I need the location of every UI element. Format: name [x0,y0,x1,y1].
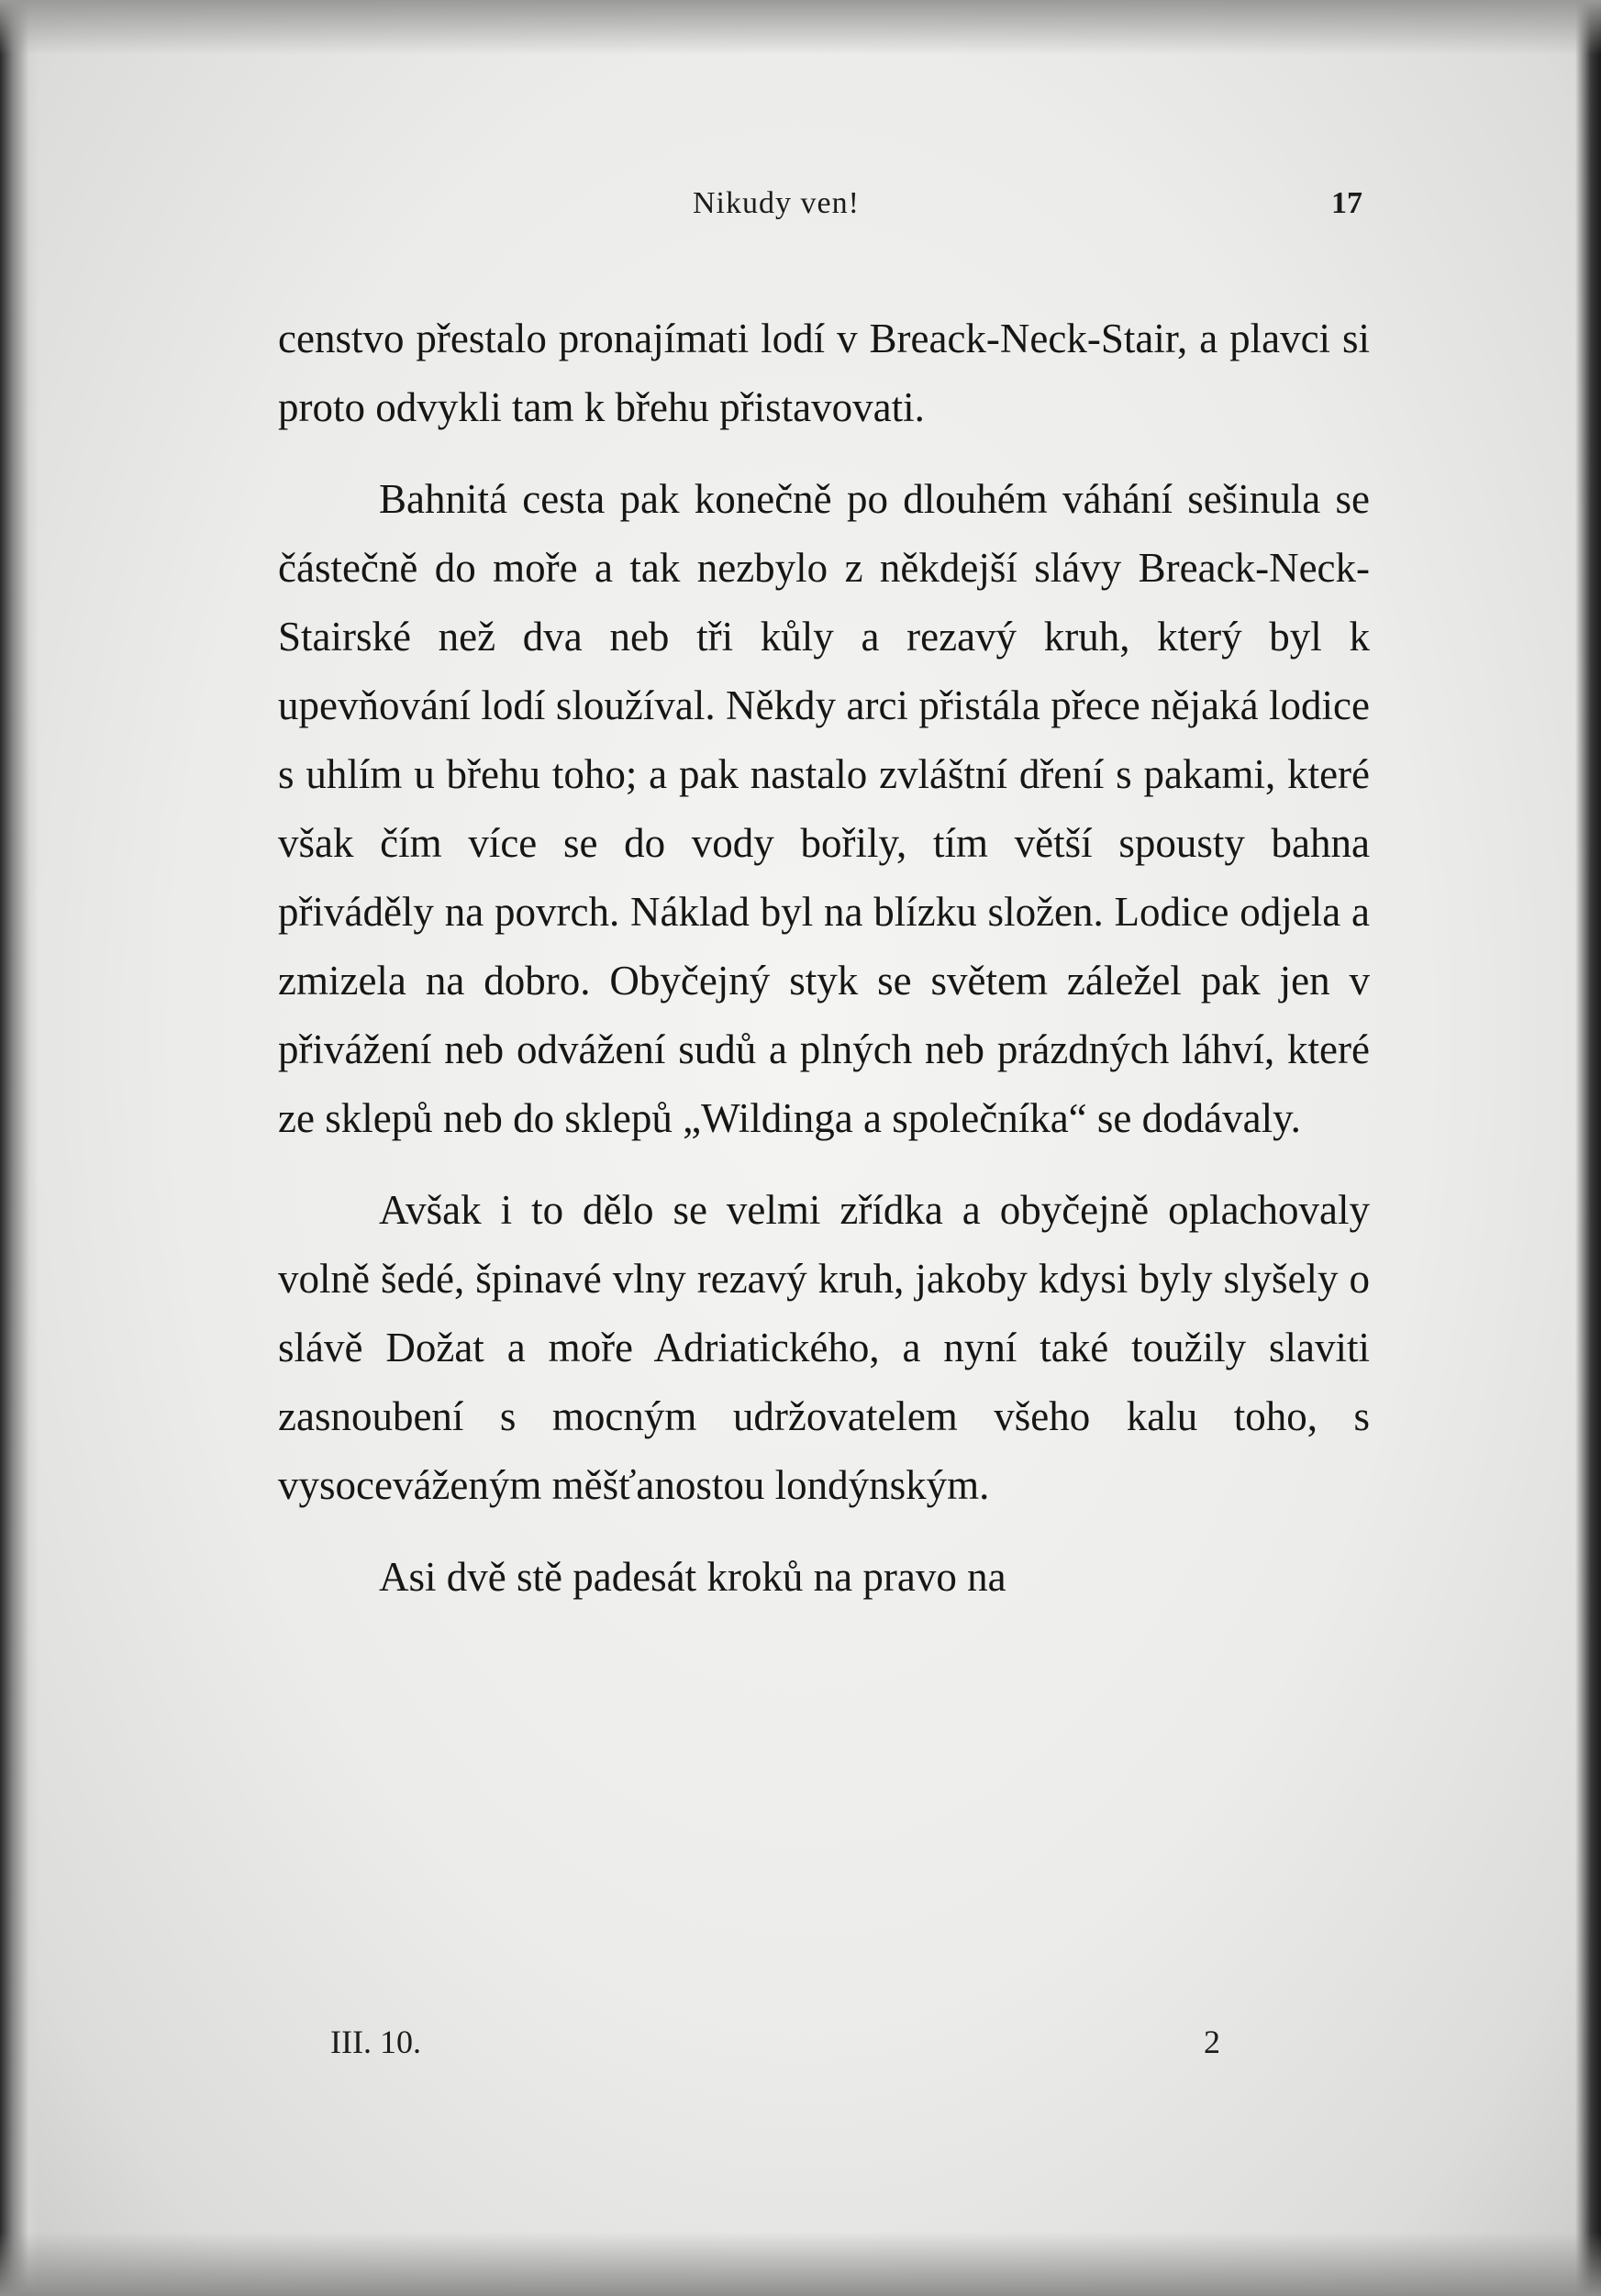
body-text [278,305,1370,1612]
top-edge-shadow [0,0,1601,55]
right-edge-shadow [1575,0,1601,2296]
paragraph: Avšak i to dělo se velmi zřídka a obyčejně oplachovaly volně šedé, špinavé vlny rezavý kruh, jakoby kdysi byly slyšely o slávě Dožat a moře Adriatického, a nyní také toužily slaviti zasnoubení s mocným udržovatelem všeho kalu toho, s vysoceváženým měšťanostou londýnským. [278,1187,1370,1508]
binding-edge-shadow [0,0,39,2296]
paragraph-last-line: Asi dvě stě padesát kroků na pravo na [379,1554,1006,1600]
bottom-edge-shadow [0,2232,1601,2296]
page-footer [330,2023,1220,2069]
running-head [275,186,1362,232]
signature-mark: III. 10. [330,2024,421,2060]
sheet-number: 2 [1204,2024,1220,2060]
paragraph: Bahnitá cesta pak konečně po dlouhém váhání sešinula se částečně do moře a tak nezbylo z někdejší slávy Breack-Neck-Stairské než dva neb tři kůly a rezavý kruh, který byl k upevňování lodí sloužíval. Někdy arci přistála přece nějaká lodice s uhlím u břehu toho; a pak nastalo zvláštní dření s pakami, které však čím více se do vody bořily, tím větší spousty bahna přiváděly na povrch. Náklad byl na blízku složen. Lodice odjela a zmizela na dobro. Obyčejný styk se světem záležel pak jen v přivážení neb odvážení sudů a plných neb prázdných láhví, které ze sklepů neb do sklepů „Wildinga a společníka“ se dodávaly. [278,476,1370,1141]
running-title: Nikudy ven! [693,186,860,220]
paragraph-continuation: censtvo přestalo pronajímati lodí v Breack-Neck-Stair, a plavci si proto odvykli tam k břehu přistavovati. [278,316,1370,430]
page-number: 17 [1331,186,1362,220]
